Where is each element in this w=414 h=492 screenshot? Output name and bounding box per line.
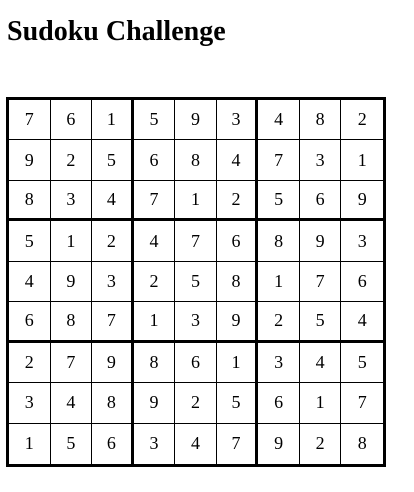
sudoku-cell-r6-c4[interactable]: 1 (134, 302, 176, 342)
sudoku-cell-r6-c5[interactable]: 3 (175, 302, 217, 342)
sudoku-cell-r8-c4[interactable]: 9 (134, 383, 176, 423)
sudoku-cell-r2-c6[interactable]: 4 (217, 140, 259, 180)
sudoku-board (6, 97, 386, 467)
sudoku-cell-r5-c8[interactable]: 7 (300, 262, 342, 302)
sudoku-cell-r5-c2[interactable]: 9 (51, 262, 93, 302)
sudoku-cell-r1-c5[interactable]: 9 (175, 100, 217, 140)
sudoku-cell-r3-c5[interactable]: 1 (175, 181, 217, 221)
sudoku-cell-r4-c6[interactable]: 6 (217, 221, 259, 261)
sudoku-cell-r2-c4[interactable]: 6 (134, 140, 176, 180)
sudoku-cell-r2-c2[interactable]: 2 (51, 140, 93, 180)
page-title: Sudoku Challenge (7, 16, 226, 47)
sudoku-cell-r7-c2[interactable]: 7 (51, 343, 93, 383)
sudoku-cell-r4-c7[interactable]: 8 (258, 221, 300, 261)
sudoku-cell-r7-c4[interactable]: 8 (134, 343, 176, 383)
sudoku-cell-r5-c7[interactable]: 1 (258, 262, 300, 302)
sudoku-cell-r7-c3[interactable]: 9 (92, 343, 134, 383)
sudoku-cell-r2-c8[interactable]: 3 (300, 140, 342, 180)
sudoku-cell-r7-c1[interactable]: 2 (9, 343, 51, 383)
sudoku-cell-r3-c7[interactable]: 5 (258, 181, 300, 221)
sudoku-cell-r5-c9[interactable]: 6 (341, 262, 383, 302)
sudoku-cell-r8-c1[interactable]: 3 (9, 383, 51, 423)
sudoku-cell-r9-c2[interactable]: 5 (51, 424, 93, 464)
sudoku-cell-r7-c7[interactable]: 3 (258, 343, 300, 383)
sudoku-cell-r9-c9[interactable]: 8 (357, 433, 367, 454)
sudoku-cell-r3-c4[interactable]: 7 (134, 181, 176, 221)
sudoku-cell-r6-c9[interactable]: 4 (341, 302, 383, 342)
sudoku-cell-r9-c1[interactable]: 1 (9, 424, 51, 464)
sudoku-cell-r4-c5[interactable]: 7 (175, 221, 217, 261)
sudoku-cell-r4-c2[interactable]: 1 (51, 221, 93, 261)
sudoku-cell-r6-c6[interactable]: 9 (217, 302, 259, 342)
sudoku-cell-r4-c3[interactable]: 2 (92, 221, 134, 261)
sudoku-cell-r4-c8[interactable]: 9 (300, 221, 342, 261)
sudoku-cell-r7-c5[interactable]: 6 (175, 343, 217, 383)
sudoku-cell-r5-c6[interactable]: 8 (217, 262, 259, 302)
sudoku-cell-r1-c8[interactable]: 8 (300, 100, 342, 140)
sudoku-cell-r2-c3[interactable]: 5 (92, 140, 134, 180)
sudoku-cell-r8-c6[interactable]: 5 (217, 383, 259, 423)
sudoku-cell-r5-c5[interactable]: 5 (175, 262, 217, 302)
sudoku-cell-r9-c3[interactable]: 6 (92, 424, 134, 464)
sudoku-cell-r4-c4[interactable]: 4 (134, 221, 176, 261)
sudoku-cell-r7-c9[interactable]: 5 (341, 343, 383, 383)
sudoku-cell-r1-c1[interactable]: 7 (9, 100, 51, 140)
sudoku-cell-r8-c5[interactable]: 2 (175, 383, 217, 423)
sudoku-cell-r4-c1[interactable]: 5 (9, 221, 51, 261)
sudoku-cell-r6-c1[interactable]: 6 (9, 302, 51, 342)
sudoku-cell-r8-c8[interactable]: 1 (300, 383, 342, 423)
sudoku-cell-r2-c7[interactable]: 7 (258, 140, 300, 180)
sudoku-cell-r6-c8[interactable]: 5 (300, 302, 342, 342)
sudoku-cell-r1-c7[interactable]: 4 (258, 100, 300, 140)
sudoku-cell-r9-c7[interactable]: 9 (258, 424, 300, 464)
sudoku-cell-r9-c8[interactable]: 2 (300, 424, 342, 464)
sudoku-cell-r1-c6[interactable]: 3 (217, 100, 259, 140)
sudoku-cell-r3-c6[interactable]: 2 (217, 181, 259, 221)
sudoku-cell-r5-c1[interactable]: 4 (9, 262, 51, 302)
sudoku-cell-r6-c2[interactable]: 8 (51, 302, 93, 342)
sudoku-cell-r6-c7[interactable]: 2 (258, 302, 300, 342)
sudoku-cell-r8-c9[interactable]: 7 (341, 383, 383, 423)
sudoku-cell-r5-c4[interactable]: 2 (134, 262, 176, 302)
sudoku-cell-r2-c9[interactable]: 1 (341, 140, 383, 180)
sudoku-cell-r4-c9[interactable]: 3 (341, 221, 383, 261)
sudoku-cell-r8-c3[interactable]: 8 (92, 383, 134, 423)
sudoku-cell-r9-c6[interactable]: 7 (217, 424, 259, 464)
sudoku-cell-r3-c3[interactable]: 4 (92, 181, 134, 221)
sudoku-cell-r2-c1[interactable]: 9 (9, 140, 51, 180)
sudoku-cell-r6-c3[interactable]: 7 (92, 302, 134, 342)
sudoku-cell-r3-c1[interactable]: 8 (9, 181, 51, 221)
sudoku-cell-r7-c8[interactable]: 4 (300, 343, 342, 383)
sudoku-cell-r1-c2[interactable]: 6 (51, 100, 93, 140)
sudoku-cell-r1-c9[interactable]: 2 (341, 100, 383, 140)
sudoku-cell-r9-c4[interactable]: 3 (134, 424, 176, 464)
sudoku-cell-r5-c3[interactable]: 3 (92, 262, 134, 302)
sudoku-cell-r9-c5[interactable]: 4 (175, 424, 217, 464)
sudoku-cell-r3-c2[interactable]: 3 (51, 181, 93, 221)
sudoku-cell-r7-c6[interactable]: 1 (217, 343, 259, 383)
sudoku-cell-r1-c3[interactable]: 1 (92, 100, 134, 140)
sudoku-cell-r2-c5[interactable]: 8 (175, 140, 217, 180)
sudoku-cell-r8-c7[interactable]: 6 (258, 383, 300, 423)
sudoku-cell-r8-c2[interactable]: 4 (51, 383, 93, 423)
sudoku-cell-r3-c8[interactable]: 6 (300, 181, 342, 221)
sudoku-cell-r1-c4[interactable]: 5 (134, 100, 176, 140)
sudoku-cell-r3-c9[interactable]: 9 (341, 181, 383, 221)
